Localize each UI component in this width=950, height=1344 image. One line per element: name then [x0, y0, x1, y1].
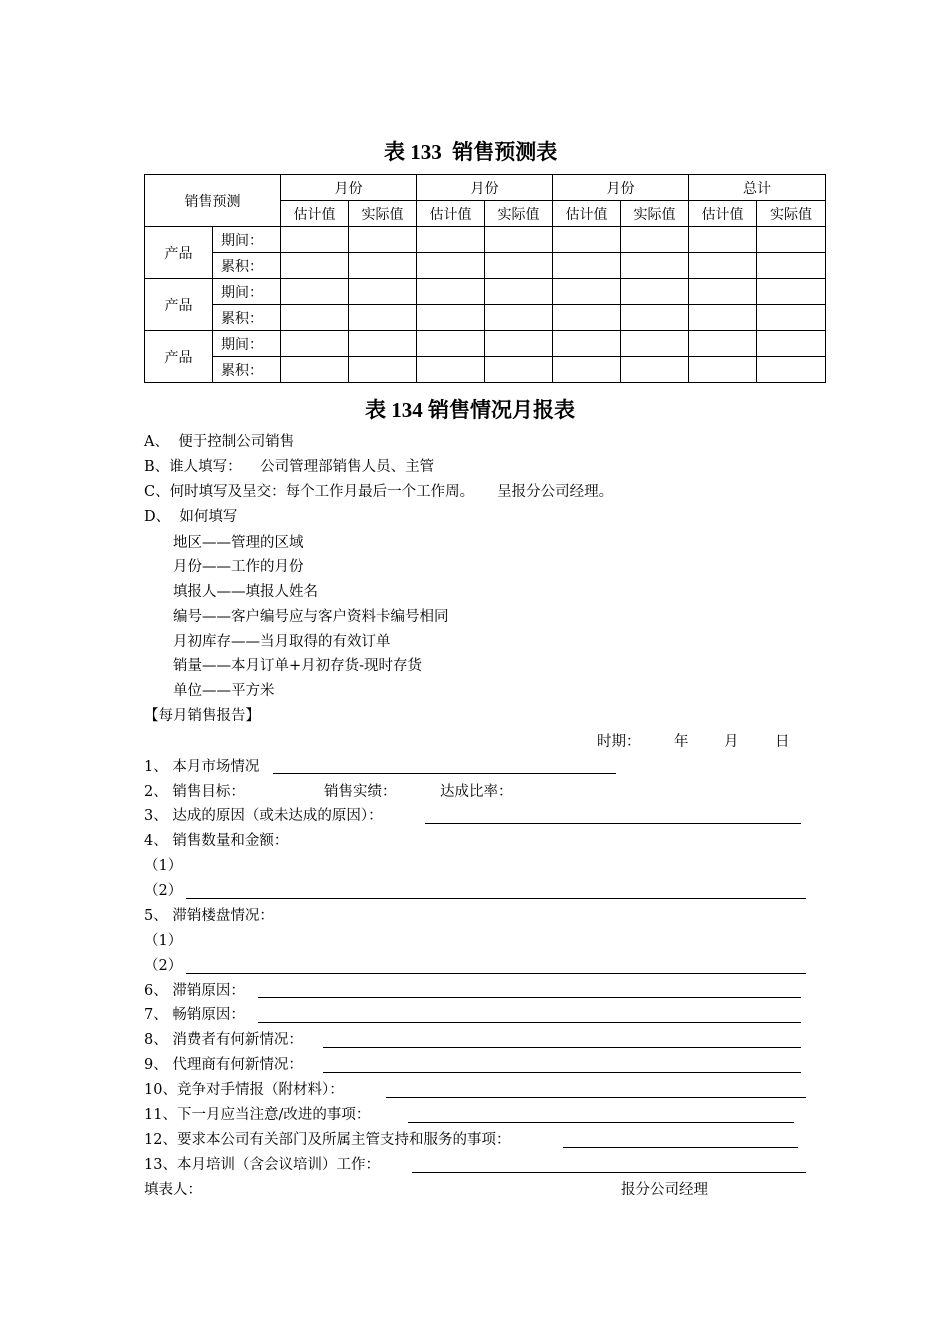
empty-cell[interactable] — [485, 357, 553, 383]
item-4-sub-2: （2） — [144, 883, 183, 899]
item-9-answer-line[interactable] — [323, 1072, 801, 1073]
empty-cell[interactable] — [553, 253, 621, 279]
table133-title: 表 133 销售预测表 — [384, 140, 558, 164]
item-5-sub-1: （1） — [144, 933, 183, 949]
definition-item: 单位——平方米 — [173, 683, 275, 699]
item-10-answer-line[interactable] — [386, 1097, 806, 1098]
empty-cell[interactable] — [621, 357, 689, 383]
empty-cell[interactable] — [689, 227, 757, 253]
item-6-answer-line[interactable] — [258, 997, 801, 998]
item-7-label: 7、 畅销原因： — [144, 1007, 245, 1023]
table-row — [145, 331, 826, 357]
sub-header: 实际值 — [485, 201, 553, 227]
empty-cell[interactable] — [417, 279, 485, 305]
empty-cell[interactable] — [553, 357, 621, 383]
product-cell: 产品 — [145, 331, 213, 383]
item-6-label: 6、 滞销原因： — [144, 983, 245, 999]
sub-header: 估计值 — [417, 201, 485, 227]
table134-title: 表 134 销售情况月报表 — [365, 398, 575, 422]
header-row-months — [145, 175, 826, 201]
definition-item: 月份——工作的月份 — [173, 559, 304, 575]
cumulative-cell: 累积： — [213, 253, 281, 279]
table-row — [145, 357, 826, 383]
empty-cell[interactable] — [485, 331, 553, 357]
table-row — [145, 227, 826, 253]
item-1-label: 1、 本月市场情况 — [144, 759, 260, 775]
item-5-answer-line[interactable] — [186, 973, 806, 974]
empty-cell[interactable] — [281, 253, 349, 279]
cumulative-cell: 累积： — [213, 357, 281, 383]
item-2-target-label: 2、 销售目标： — [144, 784, 245, 800]
date-label: 时期： — [597, 734, 641, 750]
instruction-c: C、何时填写及呈交：每个工作月最后一个工作周。 呈报分公司经理。 — [144, 484, 614, 500]
item-13-label: 13、本月培训（含会议培训）工作： — [144, 1157, 380, 1173]
empty-cell[interactable] — [417, 357, 485, 383]
definition-item: 地区——管理的区域 — [173, 535, 304, 551]
empty-cell[interactable] — [689, 305, 757, 331]
item-3-answer-line[interactable] — [425, 823, 801, 824]
item-12-label: 12、要求本公司有关部门及所属主管支持和服务的事项： — [144, 1132, 511, 1148]
item-2-actual-label: 销售实绩： — [324, 784, 397, 800]
date-month: 月 — [724, 734, 739, 750]
empty-cell[interactable] — [349, 227, 417, 253]
period-cell: 期间： — [213, 331, 281, 357]
item-8-label: 8、 消费者有何新情况： — [144, 1032, 303, 1048]
instruction-a: A、 便于控制公司销售 — [144, 434, 295, 450]
empty-cell[interactable] — [757, 305, 826, 331]
total-header: 总计 — [689, 175, 826, 201]
sales-forecast-table — [144, 174, 826, 383]
empty-cell[interactable] — [689, 253, 757, 279]
empty-cell[interactable] — [349, 305, 417, 331]
empty-cell[interactable] — [349, 331, 417, 357]
report-heading: 【每月销售报告】 — [144, 708, 260, 724]
month-header: 月份 — [417, 175, 553, 201]
item-9-label: 9、 代理商有何新情况： — [144, 1057, 303, 1073]
month-header: 月份 — [281, 175, 417, 201]
empty-cell[interactable] — [553, 331, 621, 357]
empty-cell[interactable] — [485, 305, 553, 331]
empty-cell[interactable] — [485, 279, 553, 305]
item-5-label: 5、 滞销楼盘情况： — [144, 908, 274, 924]
item-2-rate-label: 达成比率： — [440, 784, 513, 800]
empty-cell[interactable] — [417, 227, 485, 253]
empty-cell[interactable] — [553, 227, 621, 253]
product-cell: 产品 — [145, 279, 213, 331]
empty-cell[interactable] — [349, 253, 417, 279]
empty-cell[interactable] — [621, 227, 689, 253]
period-cell: 期间： — [213, 279, 281, 305]
empty-cell[interactable] — [417, 331, 485, 357]
empty-cell[interactable] — [281, 357, 349, 383]
product-cell: 产品 — [145, 227, 213, 279]
sub-header: 估计值 — [281, 201, 349, 227]
month-header: 月份 — [553, 175, 689, 201]
table-row — [145, 253, 826, 279]
empty-cell[interactable] — [621, 253, 689, 279]
empty-cell[interactable] — [281, 331, 349, 357]
sub-header: 估计值 — [553, 201, 621, 227]
date-day: 日 — [775, 734, 790, 750]
empty-cell[interactable] — [621, 279, 689, 305]
empty-cell[interactable] — [281, 227, 349, 253]
empty-cell[interactable] — [757, 357, 826, 383]
empty-cell[interactable] — [349, 279, 417, 305]
empty-cell[interactable] — [417, 305, 485, 331]
empty-cell[interactable] — [689, 279, 757, 305]
empty-cell[interactable] — [485, 227, 553, 253]
item-11-answer-line[interactable] — [408, 1122, 794, 1123]
empty-cell[interactable] — [757, 227, 826, 253]
empty-cell[interactable] — [553, 305, 621, 331]
empty-cell[interactable] — [621, 305, 689, 331]
definition-item: 月初库存——当月取得的有效订单 — [173, 634, 391, 650]
table-row — [145, 305, 826, 331]
instruction-b: B、谁人填写： 公司管理部销售人员、主管 — [144, 459, 435, 475]
date-year: 年 — [674, 734, 689, 750]
instruction-d: D、 如何填写 — [144, 509, 238, 525]
item-7-answer-line[interactable] — [258, 1022, 801, 1023]
corner-cell: 销售预测 — [145, 175, 281, 227]
item-3-label: 3、 达成的原因（或未达成的原因）： — [144, 808, 383, 824]
period-cell: 期间： — [213, 227, 281, 253]
sub-header: 实际值 — [349, 201, 417, 227]
manager-label: 报分公司经理 — [621, 1182, 708, 1198]
item-10-label: 10、竞争对手情报（附材料）： — [144, 1082, 344, 1098]
empty-cell[interactable] — [621, 331, 689, 357]
empty-cell[interactable] — [281, 279, 349, 305]
sub-header: 实际值 — [621, 201, 689, 227]
definition-item: 编号——客户编号应与客户资料卡编号相同 — [173, 609, 449, 625]
item-1-answer-line[interactable] — [273, 773, 616, 774]
item-4-sub-1: （1） — [144, 858, 183, 874]
item-11-label: 11、下一月应当注意/改进的事项： — [144, 1107, 371, 1123]
table-row — [145, 279, 826, 305]
empty-cell[interactable] — [757, 253, 826, 279]
sub-header: 实际值 — [757, 201, 826, 227]
item-4-answer-line[interactable] — [186, 898, 806, 899]
item-13-answer-line[interactable] — [412, 1172, 806, 1173]
empty-cell[interactable] — [349, 357, 417, 383]
empty-cell[interactable] — [689, 357, 757, 383]
empty-cell[interactable] — [485, 253, 553, 279]
empty-cell[interactable] — [757, 331, 826, 357]
empty-cell[interactable] — [553, 279, 621, 305]
empty-cell[interactable] — [417, 253, 485, 279]
sub-header: 估计值 — [689, 201, 757, 227]
definition-item: 填报人——填报人姓名 — [173, 584, 318, 600]
definition-item: 销量——本月订单+月初存货-现时存货 — [173, 658, 423, 674]
empty-cell[interactable] — [281, 305, 349, 331]
item-5-sub-2: （2） — [144, 958, 183, 974]
empty-cell[interactable] — [689, 331, 757, 357]
filler-label: 填表人： — [144, 1182, 202, 1198]
cumulative-cell: 累积： — [213, 305, 281, 331]
item-12-answer-line[interactable] — [563, 1147, 798, 1148]
item-8-answer-line[interactable] — [323, 1047, 801, 1048]
empty-cell[interactable] — [757, 279, 826, 305]
item-4-label: 4、 销售数量和金额： — [144, 833, 289, 849]
